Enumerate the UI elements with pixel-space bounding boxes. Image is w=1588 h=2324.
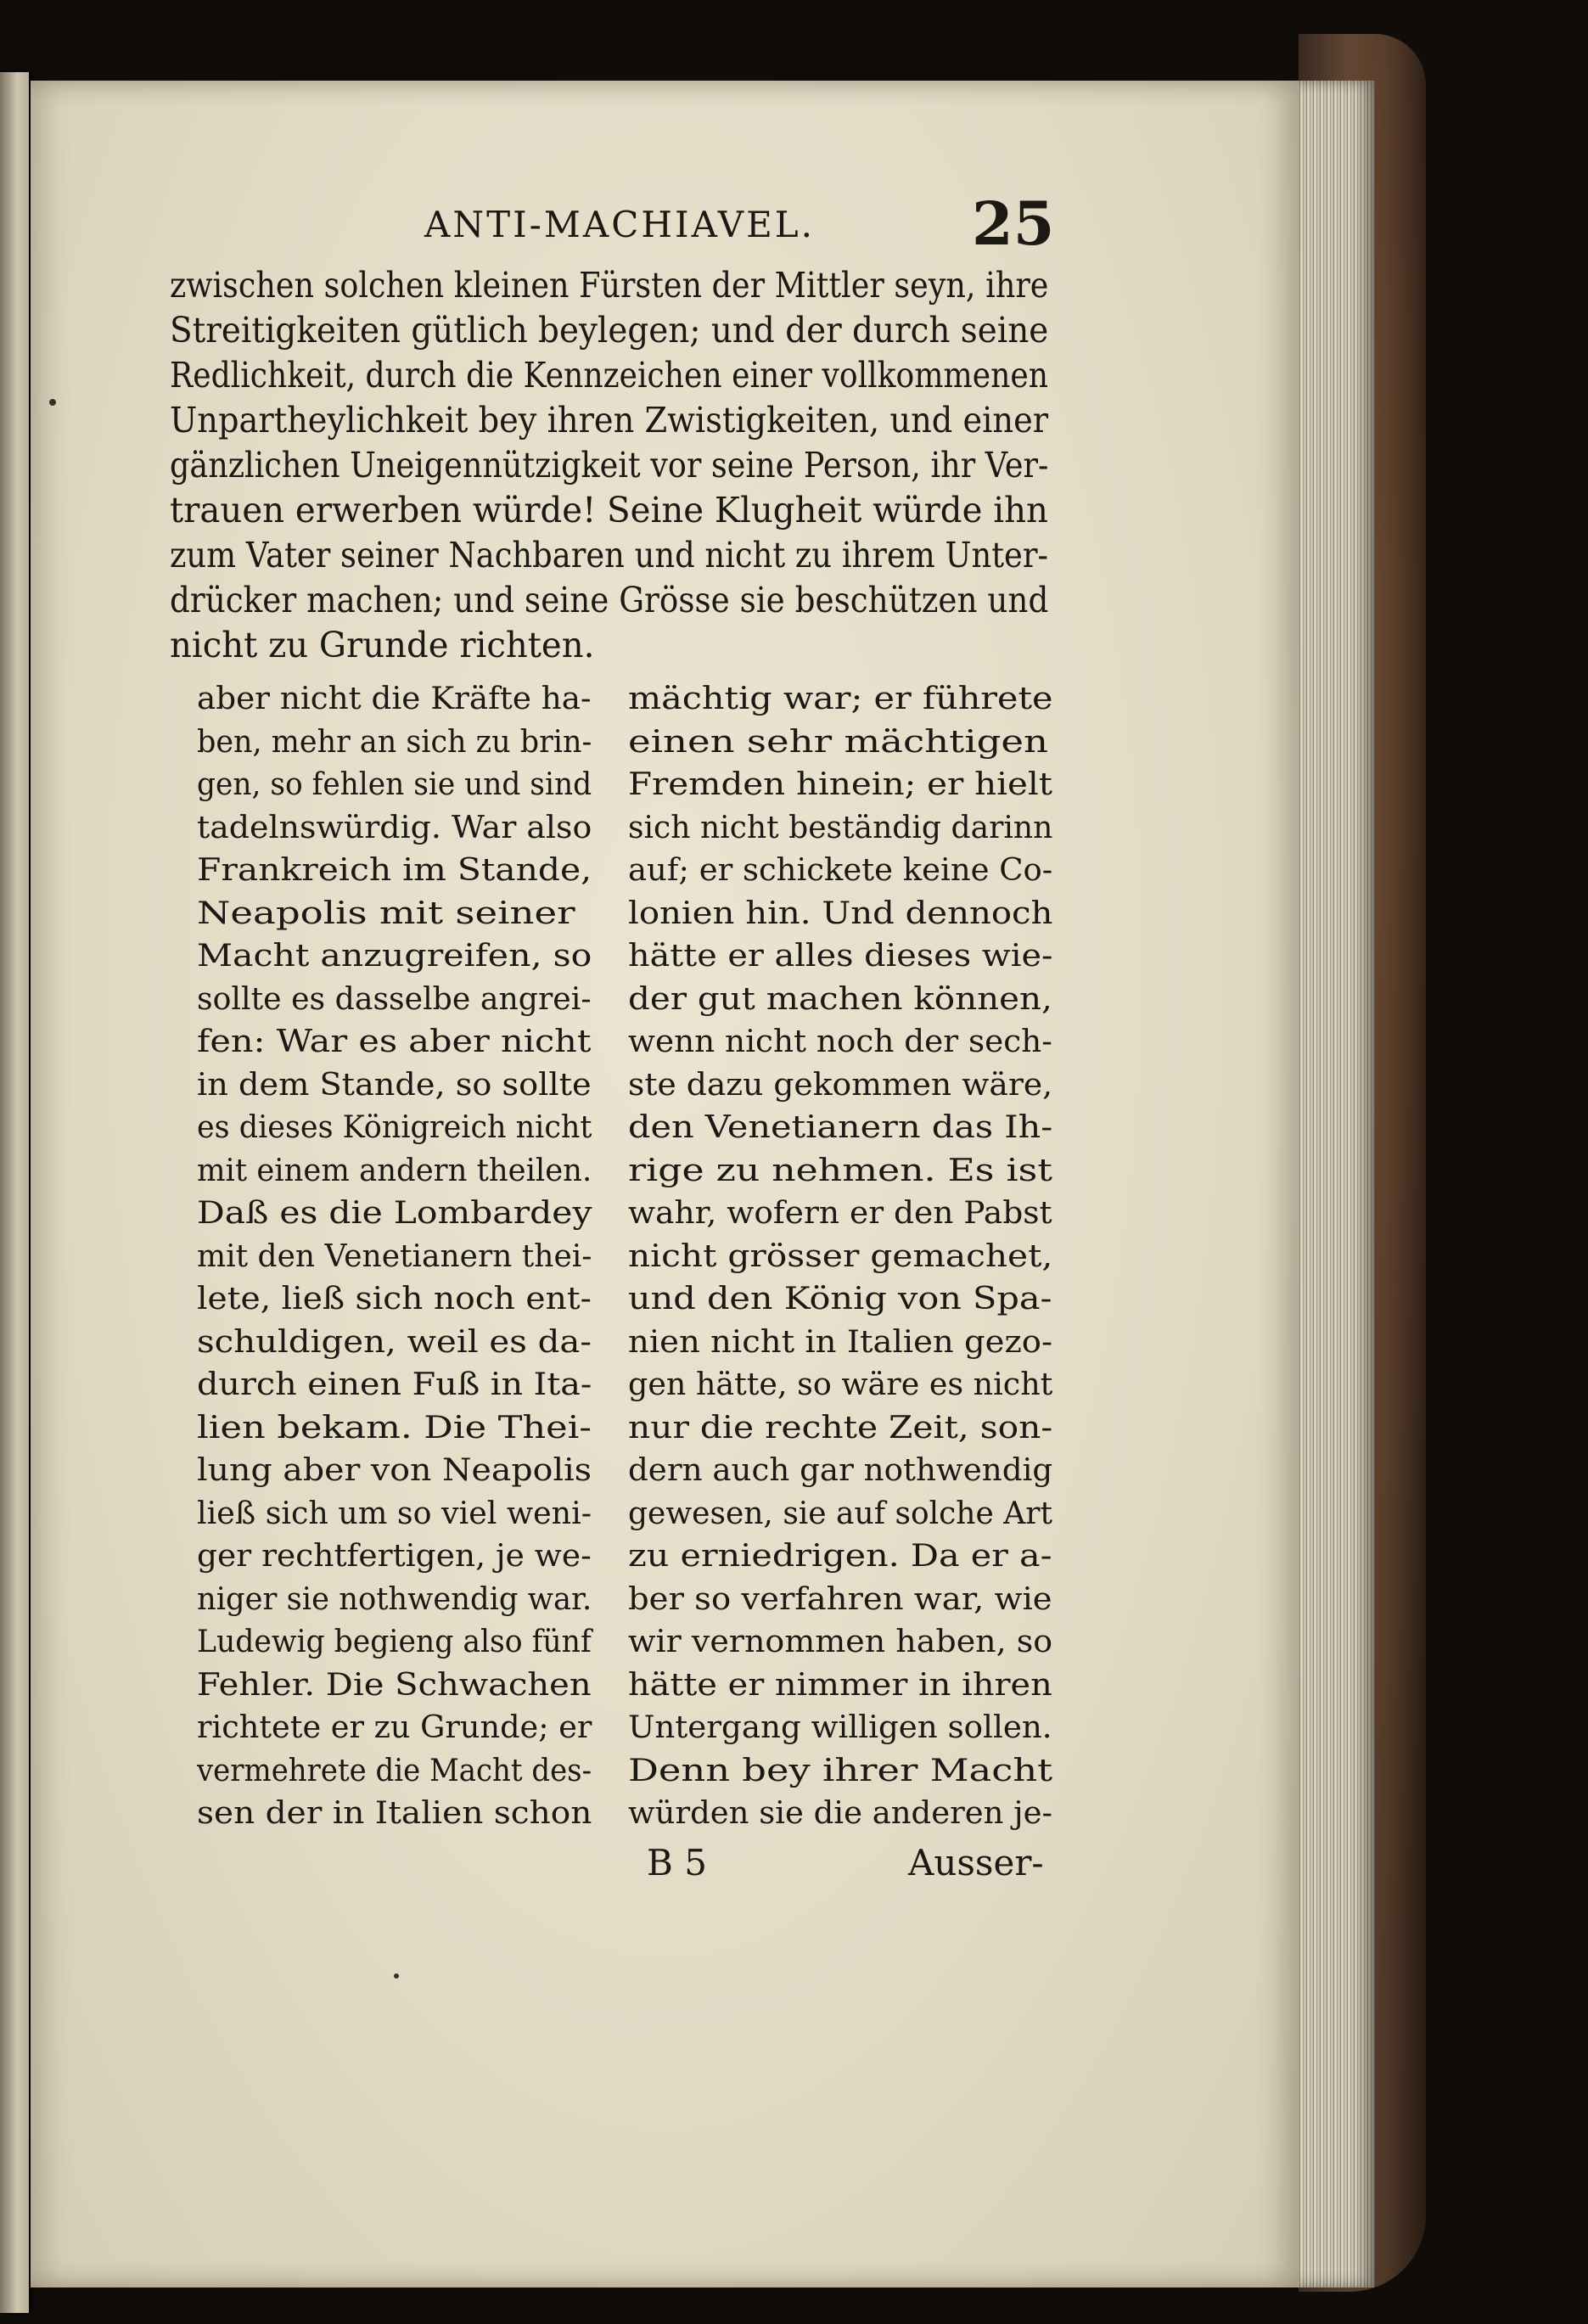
- text-line: lien bekam. Die Thei-: [197, 1410, 592, 1445]
- lead-line: gänzlichen Uneigennützigkeit vor seine Person, ihr Ver-: [170, 445, 1049, 486]
- text-line: aber nicht die Kräfte ha-: [197, 682, 592, 716]
- text-line: gen hätte, so wäre es nicht: [628, 1367, 1053, 1402]
- text-line: richtete er zu Grunde; er: [197, 1710, 592, 1745]
- text-line: sich nicht beständig darinn: [628, 810, 1053, 845]
- text-line: vermehrete die Macht des-: [197, 1753, 592, 1788]
- text-line: dern auch gar nothwendig: [628, 1453, 1053, 1488]
- text-line: wenn nicht noch der sech-: [628, 1024, 1052, 1059]
- text-line: Daß es die Lombardey: [197, 1196, 592, 1231]
- text-line: in dem Stande, so sollte: [197, 1067, 592, 1103]
- text-line: ber so verfahren war, wie: [628, 1581, 1052, 1617]
- text-line: gewesen, sie auf solche Art: [628, 1496, 1052, 1531]
- text-line: wahr, wofern er den Pabst: [628, 1196, 1052, 1231]
- text-line: Frankreich im Stande,: [197, 853, 592, 888]
- text-line: lung aber von Neapolis: [197, 1453, 592, 1488]
- text-line: lete, ließ sich noch ent-: [197, 1282, 592, 1316]
- page-number: 25: [972, 188, 1055, 259]
- lead-line: trauen erwerben würde! Seine Klugheit würde ihn: [170, 490, 1048, 530]
- text-line: es dieses Königreich nicht: [197, 1110, 592, 1145]
- text-line: der gut machen können,: [628, 981, 1052, 1017]
- text-line: lonien hin. Und dennoch: [628, 895, 1053, 931]
- text-line: mit einem andern theilen.: [197, 1153, 592, 1188]
- text-line: den Venetianern das Ih-: [628, 1110, 1053, 1145]
- text-line: tadelnswürdig. War also: [197, 810, 592, 845]
- text-line: hätte er alles dieses wie-: [628, 939, 1053, 974]
- text-line: und den König von Spa-: [628, 1282, 1052, 1316]
- text-line: Ludewig begieng also fünf: [197, 1625, 592, 1659]
- text-line: zu erniedrigen. Da er a-: [628, 1539, 1052, 1574]
- text-line: rige zu nehmen. Es ist: [628, 1153, 1052, 1188]
- text-line: auf; er schickete keine Co-: [628, 853, 1053, 888]
- text-line: mit den Venetianern thei-: [197, 1238, 592, 1274]
- lead-line: Unpartheylichkeit bey ihren Zwistigkeiten, und einer: [170, 400, 1049, 441]
- text-line: ste dazu gekommen wäre,: [628, 1067, 1053, 1103]
- text-line: ließ sich um so viel weni-: [197, 1496, 592, 1531]
- lead-line: Streitigkeiten gütlich beylegen; und der durch seine: [170, 310, 1049, 351]
- text-line: hätte er nimmer in ihren: [628, 1667, 1052, 1703]
- text-line: Neapolis mit seiner: [197, 895, 575, 931]
- text-line: wir vernommen haben, so: [628, 1625, 1053, 1659]
- text-line: nien nicht in Italien gezo-: [628, 1324, 1052, 1360]
- running-title: ANTI-MACHIAVEL.: [424, 204, 816, 245]
- text-line: nur die rechte Zeit, son-: [628, 1410, 1053, 1445]
- lead-line: drücker machen; und seine Grösse sie beschützen und: [170, 580, 1049, 620]
- signature-mark: B 5: [647, 1842, 707, 1883]
- text-line: mächtig war; er führete: [628, 682, 1053, 716]
- catchword: Ausser-: [908, 1842, 1044, 1883]
- text-line: Fehler. Die Schwachen: [197, 1667, 592, 1703]
- lead-line: nicht zu Grunde richten.: [170, 625, 595, 665]
- text-line: sollte es dasselbe angrei-: [197, 981, 592, 1017]
- text-line: einen sehr mächtigen: [628, 724, 1049, 760]
- lead-line: zum Vater seiner Nachbaren und nicht zu ihrem Unter-: [170, 535, 1048, 575]
- lead-line: zwischen solchen kleinen Fürsten der Mittler seyn, ihre: [170, 265, 1049, 306]
- text-line: Untergang willigen sollen.: [628, 1710, 1052, 1745]
- text-line: würden sie die anderen je-: [628, 1796, 1053, 1831]
- ink-speck: [394, 1973, 399, 1979]
- text-line: nicht grösser gemachet,: [628, 1238, 1053, 1274]
- text-line: fen: War es aber nicht: [197, 1024, 592, 1059]
- left-page-edge: [0, 72, 29, 2313]
- text-line: Denn bey ihrer Macht: [628, 1753, 1053, 1788]
- text-line: ben, mehr an sich zu brin-: [197, 724, 592, 760]
- text-line: niger sie nothwendig war.: [197, 1581, 592, 1617]
- text-line: durch einen Fuß in Ita-: [197, 1367, 592, 1402]
- text-line: Macht anzugreifen, so: [197, 939, 592, 974]
- ink-speck: [49, 399, 56, 406]
- text-line: ger rechtfertigen, je we-: [197, 1539, 592, 1574]
- text-line: gen, so fehlen sie und sind: [197, 767, 592, 802]
- text-line: schuldigen, weil es da-: [197, 1324, 592, 1360]
- lead-line: Redlichkeit, durch die Kennzeichen einer vollkommenen: [170, 355, 1049, 396]
- text-line: sen der in Italien schon: [197, 1796, 592, 1831]
- text-line: Fremden hinein; er hielt: [628, 767, 1053, 802]
